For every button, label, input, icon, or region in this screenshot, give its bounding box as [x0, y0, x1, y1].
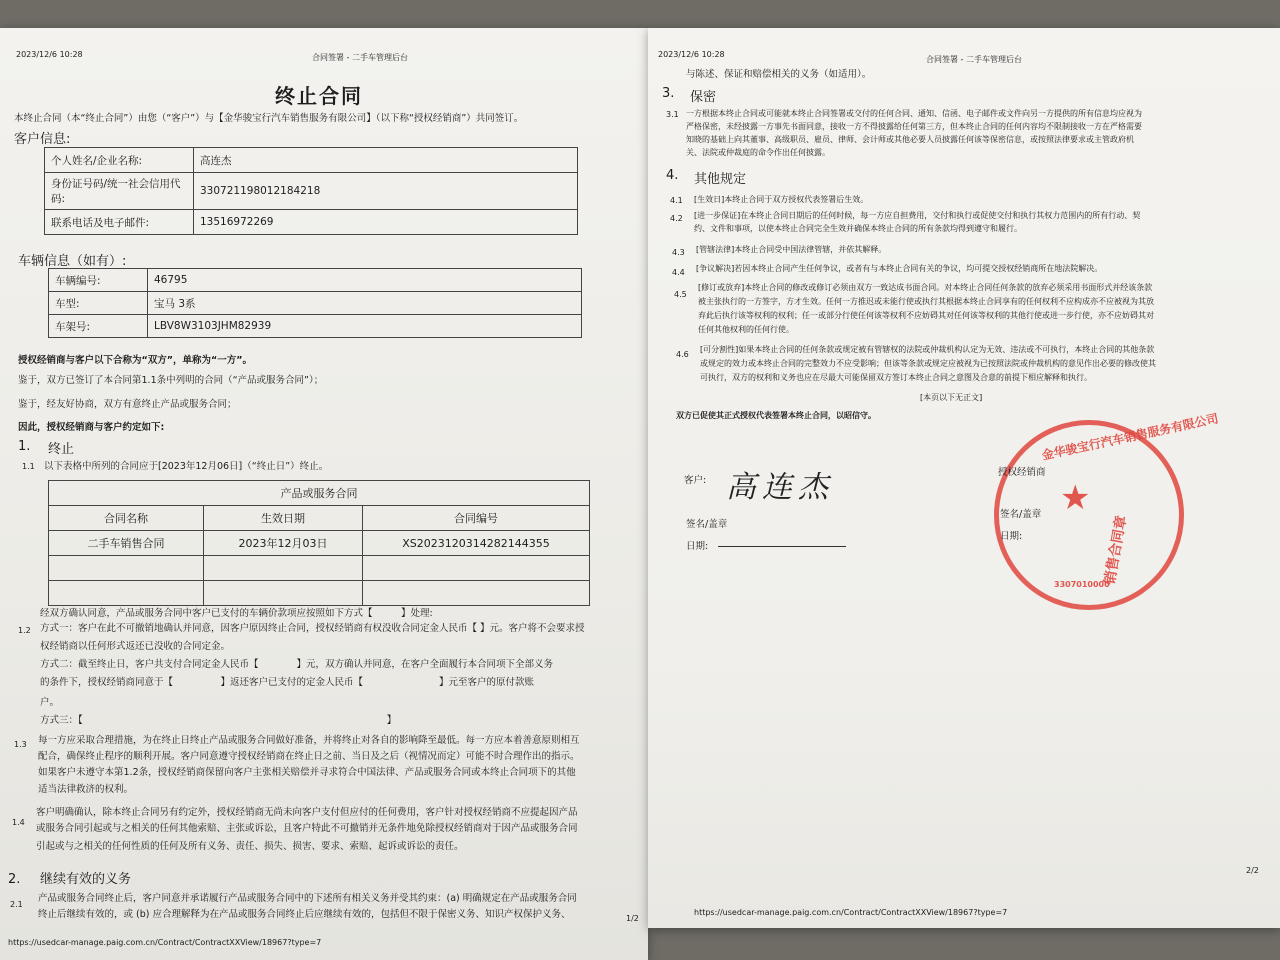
table-row — [45, 148, 578, 173]
table-row — [49, 556, 590, 581]
whereas-1: 鉴于，双方已签订了本合同第1.1条中列明的合同（“产品或服务合同”）； — [18, 375, 324, 386]
section-1-number: 1. — [18, 439, 31, 454]
field-value: 13516972269 — [194, 210, 578, 235]
clause-1-2-number: 1.2 — [18, 626, 31, 635]
section-2-title: 继续有效的义务 — [40, 872, 132, 887]
section-3-title: 保密 — [690, 90, 717, 105]
clause-3-1-line: 一方根据本终止合同或可能就本终止合同签署或交付的任何合同、通知、信函、电子邮件或文件向另一方提供的所有信息均应视为 — [686, 109, 1142, 118]
page-title: 终止合同 — [275, 84, 363, 108]
date-line — [718, 546, 846, 547]
clause-number: 4.1 — [670, 196, 683, 205]
column-header: 生效日期 — [204, 506, 363, 531]
column-header: 合同编号 — [363, 506, 590, 531]
clause-1-2-line: 方式二：截至终止日，客户共支付合同定金人民币【 】元，双方确认并同意，在客户全面履行本合同项下全部义务 — [40, 659, 554, 670]
table-cell: 2023年12月03日 — [204, 531, 363, 556]
table-row — [49, 531, 590, 556]
field-label: 身份证号码/统一社会信用代码: — [45, 173, 194, 210]
clause-number: 4.5 — [674, 290, 687, 299]
clause-2-1-number: 2.1 — [10, 900, 23, 909]
dealer-label: 授权经销商 — [998, 467, 1046, 478]
vehicle-info-table — [48, 268, 582, 338]
field-label: 车架号: — [49, 315, 148, 338]
customer-heading: 客户信息: — [14, 132, 71, 147]
header-time: 2023/12/6 10:28 — [658, 50, 725, 59]
field-value: 高连杰 — [194, 148, 578, 173]
table-header-row — [49, 506, 590, 531]
seal-company-text: 金华骏宝行汽车销售服务有限公司 — [1040, 411, 1220, 463]
intro-text: 本终止合同（本“终止合同”）由您（“客户”）与【金华骏宝行汽车销售服务有限公司】（以下称“授权经销商”）共同签订。 — [14, 113, 524, 124]
field-value: 330721198012184218 — [194, 173, 578, 210]
customer-info-table — [44, 147, 578, 235]
clause-number: 4.2 — [670, 214, 683, 223]
dealer-date-label: 日期: — [1000, 531, 1023, 542]
therefore-text: 因此，授权经销商与客户约定如下: — [18, 422, 165, 433]
clause-line: [可分割性]如果本终止合同的任何条款或规定被有管辖权的法院或仲裁机构认定为无效、违法或不可执行，本终止合同的其他条款 — [700, 345, 1155, 354]
clause-number: 4.6 — [676, 350, 689, 359]
page-end-note: [本页以下无正文] — [920, 393, 983, 402]
whereas-2: 鉴于，经友好协商，双方有意终止产品或服务合同； — [18, 399, 237, 410]
table-row — [45, 210, 578, 235]
section-1-title: 终止 — [48, 442, 75, 457]
table-cell: XS2023120314282144355 — [363, 531, 590, 556]
clause-1-3-line: 如果客户未遵守本第1.2条，授权经销商保留向客户主张相关赔偿并寻求符合中国法律、产品或服务合同或本终止合同项下的其他 — [38, 767, 576, 778]
field-label: 车辆编号: — [49, 269, 148, 292]
footer-url[interactable]: https://usedcar-manage.paig.com.cn/Contract/ContractXXView/18967?type=7 — [694, 908, 1008, 917]
section-3-number: 3. — [662, 86, 675, 101]
witness-text: 双方已促使其正式授权代表签署本终止合同，以昭信守。 — [676, 411, 876, 420]
clause-1-4-line: 客户明确确认，除本终止合同另有约定外，授权经销商无尚未向客户支付但应付的任何费用，客户针对授权经销商不应提起因产品 — [36, 807, 578, 818]
clause-1-2-line: 权经销商以任何形式返还已没收的合同定金。 — [40, 641, 231, 652]
section-4-number: 4. — [666, 168, 679, 183]
table-row — [49, 292, 582, 315]
clause-1-1-number: 1.1 — [22, 462, 35, 471]
section-4-title: 其他规定 — [694, 172, 747, 187]
clause-1-2-line: 的条件下，授权经销商同意于【 】返还客户已支付的定金人民币【 】元至客户的原付款账 — [40, 677, 535, 688]
table-row — [49, 481, 590, 506]
seal-code: 3307010000 — [1054, 580, 1110, 589]
clause-line: [争议解决]若因本终止合同产生任何争议，或者有与本终止合同有关的争议，均可提交授权经销商所在地法院解决。 — [696, 264, 1103, 273]
clause-3-1-line: 严格保密，未经披露一方事先书面同意，接收一方不得披露给任何第三方，但本终止合同的任何内容均不限制接收一方在严格需要 — [686, 122, 1142, 131]
continued-text: 与陈述、保证和赔偿相关的义务（如适用）。 — [686, 69, 872, 80]
header-time: 2023/12/6 10:28 — [16, 50, 83, 59]
table-row — [49, 315, 582, 338]
seal-star-icon: ★ — [1060, 478, 1091, 518]
clause-line: 约、文件和事项，以使本终止合同完全生效并确保本终止合同的所有条款均得到遵守和履行。 — [694, 224, 1022, 233]
clause-1-4-line: 引起或与之相关的任何性质的任何及所有义务、责任、损失、损害、要求、索赔、起诉或诉讼的责任。 — [36, 841, 464, 852]
table-row — [49, 269, 582, 292]
vehicle-heading: 车辆信息（如有）: — [18, 254, 127, 269]
clause-2-1-line: 产品或服务合同终止后，客户同意并承诺履行产品或服务合同中的下述所有相关义务并受其约束：(a) 明确规定在产品或服务合同 — [38, 893, 577, 904]
field-label: 个人姓名/企业名称: — [45, 148, 194, 173]
table-caption: 产品或服务合同 — [49, 481, 590, 506]
clause-1-1-text: 以下表格中所列的合同应于[2023年12月06日]（“终止日”）终止。 — [44, 461, 329, 472]
clause-1-3-line: 每一方应采取合理措施，为在终止日终止产品或服务合同做好准备，并将终止对各自的影响降至最低。每一方应本着善意原则相互 — [38, 735, 580, 746]
clause-1-2-line: 户。 — [40, 697, 60, 708]
clause-1-3-number: 1.3 — [14, 740, 27, 749]
table-row — [45, 173, 578, 210]
clause-line: 任何其他权利的任何行使。 — [698, 325, 794, 334]
field-value: 宝马 3系 — [148, 292, 582, 315]
clause-line: [管辖法律]本终止合同受中国法律管辖，并依其解释。 — [696, 245, 887, 254]
page-number: 1/2 — [626, 914, 639, 923]
clause-line: 弃此后执行该等权利的权利；任一或部分行使任何该等权利不应妨碍其对任何该等权利的其他行使或进一步行使，亦不应妨碍其对 — [698, 311, 1154, 320]
field-label: 联系电话及电子邮件: — [45, 210, 194, 235]
customer-label: 客户: — [684, 475, 707, 486]
clause-3-1-number: 3.1 — [666, 110, 679, 119]
sign-label: 签名/盖章 — [686, 519, 728, 530]
field-label: 车型: — [49, 292, 148, 315]
column-header: 合同名称 — [49, 506, 204, 531]
clause-1-4-number: 1.4 — [12, 818, 25, 827]
contract-table — [48, 480, 590, 606]
date-label: 日期: — [686, 541, 709, 552]
clause-number: 4.3 — [672, 248, 685, 257]
clause-line: 或规定的效力或本终止合同的完整效力不应受影响；但该等条款或规定应被视为已按照法院或仲裁机构的意见作出必要的修改使其 — [700, 359, 1156, 368]
clause-line: 被主张执行的一方签字，方才生效。任何一方推迟或未能行使或执行其根据本终止合同享有的任何权利不应构成亦不应被视为其放 — [698, 297, 1154, 306]
clause-1-2-line: 方式三：【 】 — [40, 715, 397, 726]
clause-line: 可执行，双方的权利和义务也应在尽最大可能保留双方签订本终止合同之意图及合意的前提下相应解释和执行。 — [700, 373, 1092, 382]
field-value: 46795 — [148, 269, 582, 292]
clause-1-2-line: 经双方确认同意，产品或服务合同中客户已支付的车辆价款项应按照如下方式【 】处理: — [40, 608, 433, 619]
clause-number: 4.4 — [672, 268, 685, 277]
clause-3-1-line: 关、法院或仲裁庭的命令作出任何披露。 — [686, 148, 830, 157]
seal-sub-text: 销售合同章 — [1102, 514, 1130, 587]
header-title: 合同签署 - 二手车管理后台 — [312, 53, 408, 62]
field-value: LBV8W3103JHM82939 — [148, 315, 582, 338]
clause-1-3-line: 适当法律救济的权利。 — [38, 784, 134, 795]
table-row — [49, 581, 590, 606]
clause-2-1-line: 终止后继续有效的，或 (b) 应合理解释为在产品或服务合同终止后应继续有效的，包括但不限于保密义务、知识产权保护义务、 — [38, 909, 571, 920]
clause-line: [进一步保证]在本终止合同日期后的任何时候，每一方应自担费用，交付和执行或促使交付和执行其权力范围内的所有行动、契 — [694, 211, 1141, 220]
clause-line: [修订或放弃]本终止合同的修改或修订必须由双方一致达成书面合同。对本终止合同任何条款的放弃必须采用书面形式并经该条款 — [698, 283, 1153, 292]
footer-url[interactable]: https://usedcar-manage.paig.com.cn/Contract/ContractXXView/18967?type=7 — [8, 938, 322, 947]
clause-1-3-line: 配合，确保终止程序的顺利开展。客户同意遵守授权经销商在终止日之前、当日及之后（视情况而定）可能不时合理作出的指示。 — [38, 751, 580, 762]
clause-3-1-line: 知晓的基础上向其董事、高级职员、雇员、律师、会计师或其他必要人员披露任何该等保密信息，或按照法律要求或主管政府机 — [686, 135, 1134, 144]
clause-1-2-line: 方式一：客户在此不可撤销地确认并同意，因客户原因终止合同，授权经销商有权没收合同定金人民币【 】元。客户将不会要求授 — [40, 623, 585, 634]
table-cell: 二手车销售合同 — [49, 531, 204, 556]
clause-1-4-line: 或服务合同引起或与之相关的任何其他索赔、主张或诉讼，且客户特此不可撤销并无条件地免除授权经销商对于因产品或服务合同 — [36, 823, 578, 834]
section-2-number: 2. — [8, 872, 21, 887]
dealer-sign-label: 签名/盖章 — [1000, 509, 1042, 520]
header-title: 合同签署 - 二手车管理后台 — [926, 55, 1022, 64]
customer-signature: 高连杰 — [726, 470, 834, 505]
page-number: 2/2 — [1246, 866, 1259, 875]
clause-line: [生效日]本终止合同于双方授权代表签署后生效。 — [694, 195, 869, 204]
parties-text: 授权经销商与客户以下合称为“双方”，单称为“一方”。 — [18, 355, 252, 366]
